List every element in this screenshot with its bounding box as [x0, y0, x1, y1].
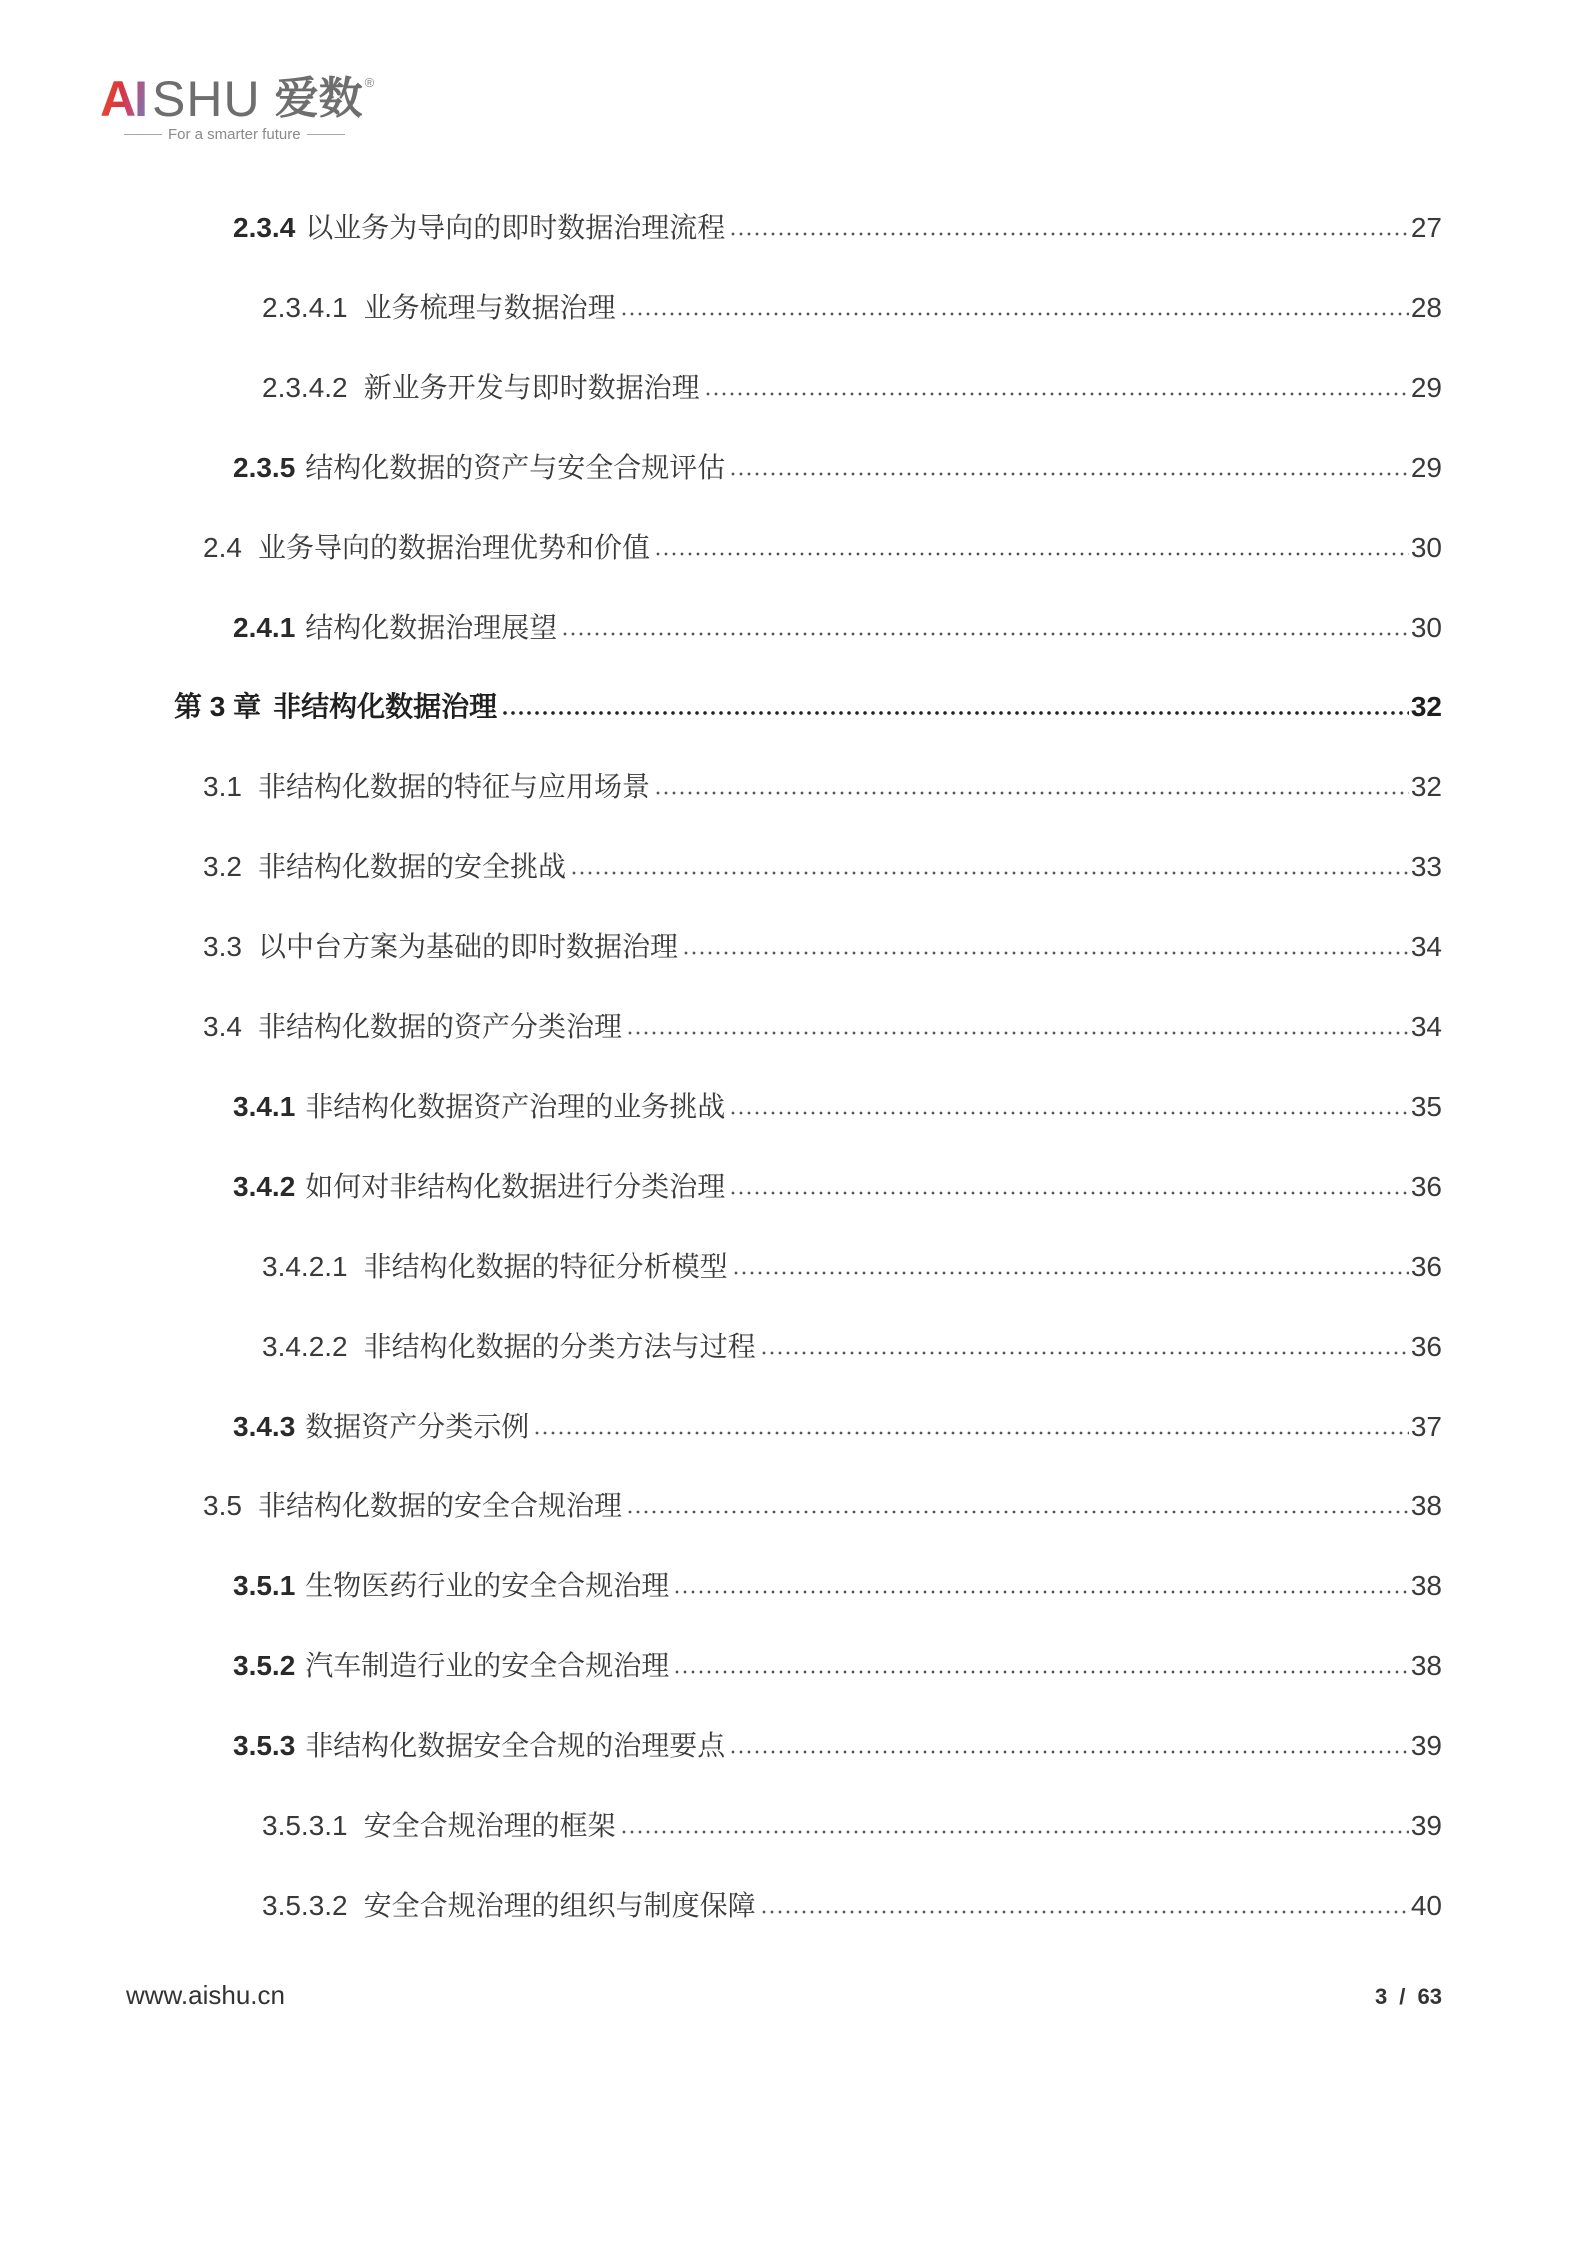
toc-entry[interactable] — [262, 368, 1442, 408]
toc-entry-number: 2.4.1 — [233, 612, 296, 643]
toc-entry-page-number: 39 — [1410, 1810, 1442, 1841]
toc-entry-number: 3.5.3.1 — [262, 1810, 348, 1841]
logo-ai-mark: AI — [100, 71, 146, 127]
logo-shu-text: SHU — [152, 71, 261, 127]
toc-entry[interactable] — [203, 1486, 1442, 1526]
toc-entry-number: 3.4.1 — [233, 1091, 296, 1122]
toc-entry-title: 结构化数据治理展望 — [305, 612, 558, 643]
toc-entry[interactable] — [233, 1646, 1442, 1686]
toc-entry-title: 数据资产分类示例 — [305, 1411, 530, 1442]
toc-entry[interactable] — [233, 208, 1442, 248]
toc-entry-number: 3.4.3 — [233, 1411, 296, 1442]
toc-entry-page-number: 36 — [1410, 1331, 1442, 1362]
toc-entry-title: 以业务为导向的即时数据治理流程 — [305, 212, 726, 243]
dot-leader — [570, 871, 1409, 875]
toc-entry[interactable] — [233, 1087, 1442, 1127]
dot-leader — [626, 1031, 1409, 1035]
toc-entry-title: 非结构化数据资产治理的业务挑战 — [305, 1091, 726, 1122]
toc-entry[interactable] — [233, 1726, 1442, 1766]
toc-entry-page-number: 38 — [1410, 1650, 1442, 1681]
toc-entry-number: 3.5.3 — [233, 1730, 296, 1761]
toc-entry-title: 业务导向的数据治理优势和价值 — [257, 532, 650, 563]
toc-entry-title: 结构化数据的资产与安全合规评估 — [305, 452, 726, 483]
toc-entry-number: 3.2 — [203, 851, 242, 882]
toc-entry-page-number: 32 — [1410, 691, 1442, 722]
toc-entry-page-number: 39 — [1410, 1730, 1442, 1761]
toc-entry-number: 2.3.4.1 — [262, 292, 348, 323]
toc-entry-title: 非结构化数据的特征与应用场景 — [257, 771, 650, 802]
toc-entry-number: 3.4.2 — [233, 1171, 296, 1202]
toc-entry-title: 非结构化数据的特征分析模型 — [363, 1251, 728, 1282]
toc-entry[interactable] — [233, 1167, 1442, 1207]
toc-entry-title: 非结构化数据的安全合规治理 — [257, 1490, 622, 1521]
logo-wordmark — [100, 68, 375, 127]
toc-entry-number: 3.1 — [203, 771, 242, 802]
toc-entry-page-number: 35 — [1410, 1091, 1442, 1122]
toc-entry-number: 第 3 章 — [174, 691, 262, 722]
dot-leader — [501, 711, 1409, 715]
toc-entry[interactable] — [233, 1566, 1442, 1606]
toc-entry-title: 业务梳理与数据治理 — [363, 292, 616, 323]
toc-entry[interactable] — [203, 927, 1442, 967]
toc-entry-title: 以中台方案为基础的即时数据治理 — [257, 931, 678, 962]
dot-leader — [620, 1830, 1409, 1834]
toc-entry-title: 生物医药行业的安全合规治理 — [305, 1570, 670, 1601]
dot-leader — [561, 632, 1409, 636]
toc-entry-page-number: 33 — [1410, 851, 1442, 882]
toc-entry-title: 新业务开发与即时数据治理 — [363, 372, 700, 403]
toc-entry-page-number: 27 — [1410, 212, 1442, 243]
toc-entry[interactable] — [233, 448, 1442, 488]
toc-chapter-entry[interactable] — [174, 687, 1442, 727]
toc-entry-number: 3.4.2.1 — [262, 1251, 348, 1282]
toc-entry-title: 非结构化数据的安全挑战 — [257, 851, 566, 882]
toc-entry-number: 2.3.4 — [233, 212, 296, 243]
page-indicator: 3 / 63 — [1374, 1984, 1442, 2009]
toc-entry-page-number: 40 — [1410, 1890, 1442, 1921]
dot-leader — [729, 472, 1409, 476]
toc-entry[interactable] — [262, 1886, 1442, 1926]
toc-entry-page-number: 32 — [1410, 771, 1442, 802]
toc-entry-page-number: 36 — [1410, 1251, 1442, 1282]
dot-leader — [654, 552, 1409, 556]
toc-entry-page-number: 37 — [1410, 1411, 1442, 1442]
toc-entry-number: 3.3 — [203, 931, 242, 962]
dot-leader — [760, 1351, 1409, 1355]
dot-leader — [626, 1510, 1409, 1514]
dot-leader — [673, 1590, 1409, 1594]
toc-entry[interactable] — [262, 288, 1442, 328]
toc-entry-number: 3.5.2 — [233, 1650, 296, 1681]
toc-entry-title: 汽车制造行业的安全合规治理 — [305, 1650, 670, 1681]
toc-entry-page-number: 30 — [1410, 612, 1442, 643]
dot-leader — [729, 1111, 1409, 1115]
toc-entry-number: 3.5.1 — [233, 1570, 296, 1601]
toc-entry-title: 如何对非结构化数据进行分类治理 — [305, 1171, 726, 1202]
toc-entry-title: 非结构化数据的资产分类治理 — [257, 1011, 622, 1042]
toc-entry-title: 安全合规治理的组织与制度保障 — [363, 1890, 756, 1921]
toc-entry-number: 3.5 — [203, 1490, 242, 1521]
toc-entry-title: 非结构化数据安全合规的治理要点 — [305, 1730, 726, 1761]
dot-leader — [654, 791, 1409, 795]
toc-entry-number: 2.3.5 — [233, 452, 296, 483]
toc-entry-page-number: 34 — [1410, 931, 1442, 962]
toc-entry[interactable] — [262, 1327, 1442, 1367]
toc-entry-page-number: 38 — [1410, 1570, 1442, 1601]
toc-entry[interactable] — [262, 1247, 1442, 1287]
tagline-text: For a smarter future — [168, 126, 301, 143]
dot-leader — [729, 1191, 1409, 1195]
toc-entry-page-number: 30 — [1410, 532, 1442, 563]
toc-entry-page-number: 38 — [1410, 1490, 1442, 1521]
toc-entry[interactable] — [203, 847, 1442, 887]
toc-entry-page-number: 34 — [1410, 1011, 1442, 1042]
registered-mark: ® — [364, 75, 375, 90]
dot-leader — [729, 232, 1409, 236]
dot-leader — [533, 1431, 1409, 1435]
dot-leader — [729, 1750, 1409, 1754]
toc-entry-title: 非结构化数据治理 — [273, 691, 498, 722]
toc-entry-page-number: 36 — [1410, 1171, 1442, 1202]
toc-entry-number: 3.4 — [203, 1011, 242, 1042]
toc-entry-number: 3.4.2.2 — [262, 1331, 348, 1362]
dot-leader — [620, 312, 1409, 316]
dot-leader — [732, 1271, 1409, 1275]
footer-website-link[interactable]: www.aishu.cn — [126, 1980, 285, 2010]
toc-entry[interactable] — [203, 767, 1442, 807]
toc-entry-page-number: 29 — [1410, 452, 1442, 483]
toc-entry[interactable] — [233, 608, 1442, 648]
toc-entry-number: 2.3.4.2 — [262, 372, 348, 403]
dot-leader — [704, 392, 1409, 396]
toc-entry-title: 安全合规治理的框架 — [363, 1810, 616, 1841]
aishu-logo — [100, 68, 400, 148]
logo-chinese-text: 爱数 — [274, 74, 363, 123]
toc-entry-page-number: 29 — [1410, 372, 1442, 403]
dot-leader — [682, 951, 1409, 955]
toc-entry[interactable] — [262, 1806, 1442, 1846]
tagline-rule-left — [124, 134, 162, 135]
tagline-rule-right — [307, 134, 345, 135]
toc-entry-page-number: 28 — [1410, 292, 1442, 323]
logo-tagline — [124, 126, 345, 143]
toc-entry-number: 3.5.3.2 — [262, 1890, 348, 1921]
toc-entry-number: 2.4 — [203, 532, 242, 563]
toc-entry[interactable] — [203, 1007, 1442, 1047]
toc-entry[interactable] — [233, 1407, 1442, 1447]
toc-entry-title: 非结构化数据的分类方法与过程 — [363, 1331, 756, 1362]
toc-entry[interactable] — [203, 528, 1442, 568]
dot-leader — [760, 1910, 1409, 1914]
dot-leader — [673, 1670, 1409, 1674]
